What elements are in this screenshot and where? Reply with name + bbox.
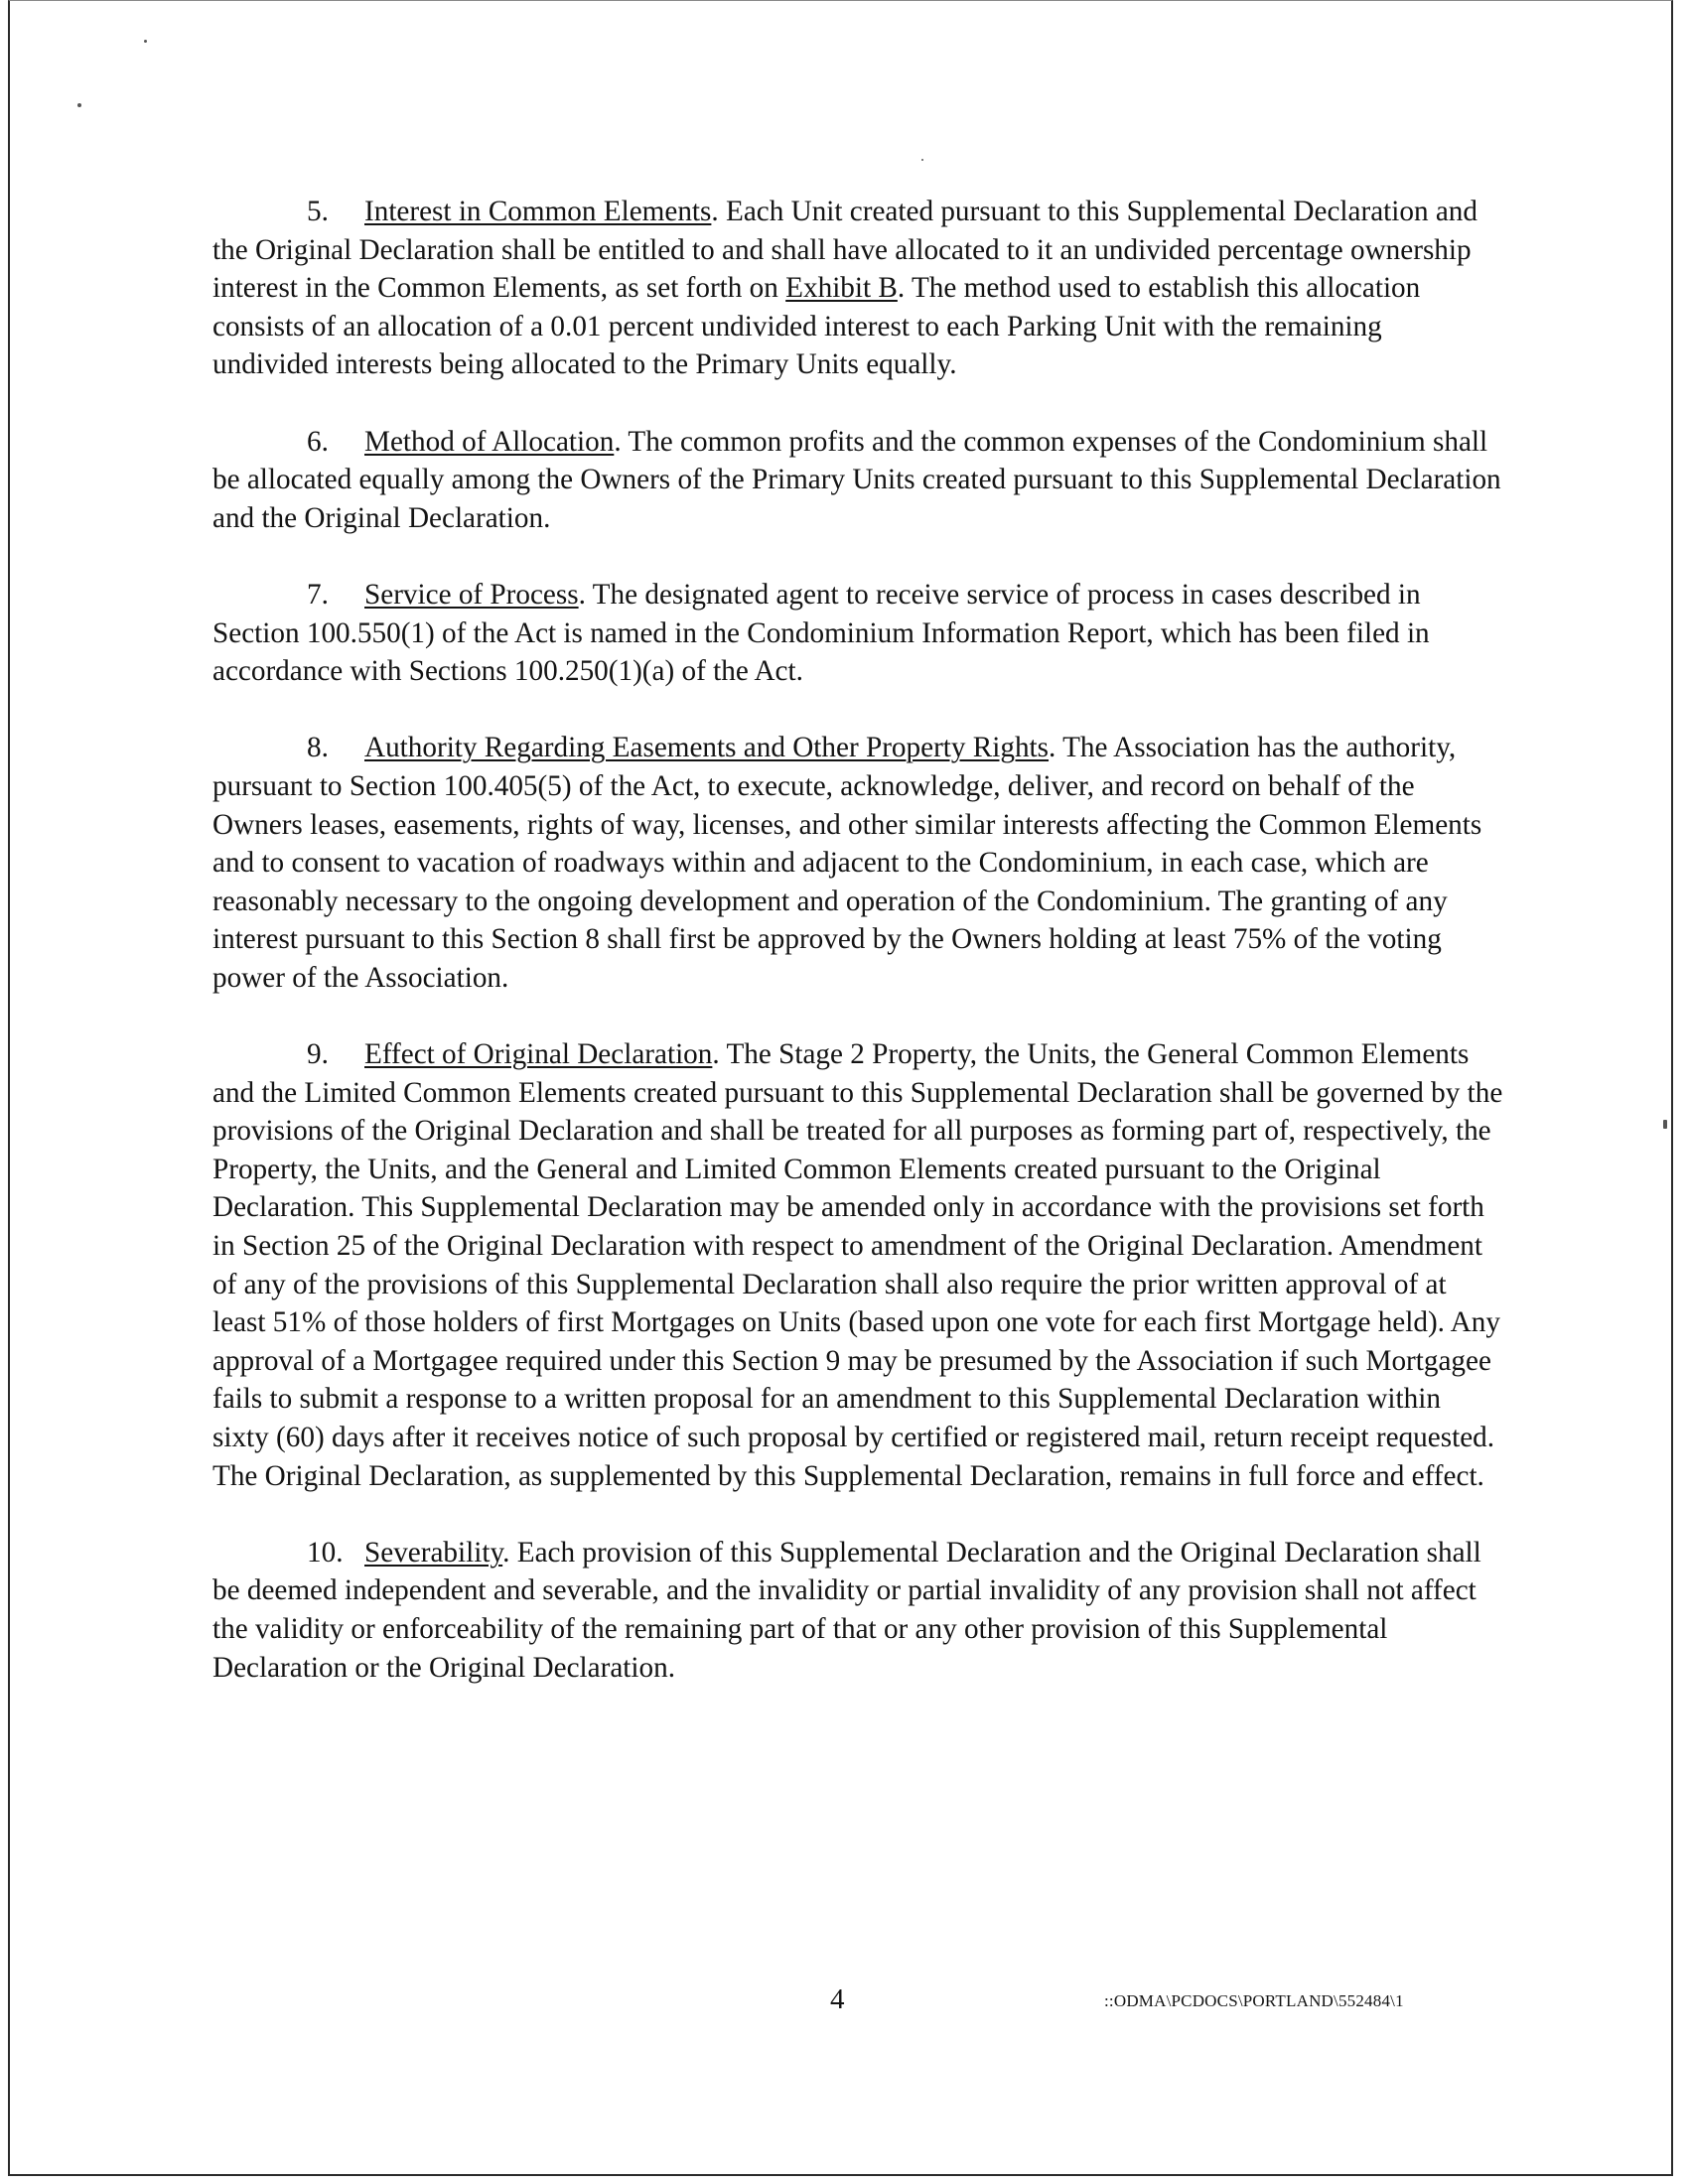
- section-7: [212, 576, 1503, 691]
- exhibit-reference: Exhibit B: [785, 272, 898, 305]
- section-text: . The common profits and the common expenses of the Condominium shall be allocated equally among the Owners of the Primary Units created pursuant to this Supplemental Declaration and the Original Declaration.: [212, 425, 1501, 534]
- section-number: 9.: [307, 1038, 329, 1071]
- section-text: . The Association has the authority, pursuant to Section 100.405(5) of the Act, to execute, acknowledge, deliver, and record on behalf of the Owners leases, easements, rights of way, licenses, and other similar interests affecting the Common Elements and to consent to vacation of roadways within and adjacent to the Condominium, in each case, which are reasonably necessary to the ongoing development and operation of the Condominium. The granting of any interest pursuant to this Section 8 shall first be approved by the Owners holding at least 75% of the voting power of the Association.: [212, 732, 1482, 994]
- section-10: [212, 1534, 1503, 1687]
- section-text: . Each Unit created pursuant to this Supplemental Declaration and the Original Declaration shall be entitled to and shall have allocated to it an undivided percentage ownership interest in the Common Elements, as set forth on: [212, 196, 1477, 305]
- section-8: [212, 729, 1503, 997]
- section-heading: Method of Allocation: [364, 425, 615, 458]
- section-number: 7.: [307, 578, 329, 611]
- scan-speck: [144, 40, 147, 43]
- section-9: [212, 1035, 1503, 1495]
- section-text: . The Stage 2 Property, the Units, the General Common Elements and the Limited Common Elements created pursuant to this Supplemental Declaration shall be governed by the provisions of the Original Declaration and shall be treated for all purposes as forming part of, respectively, the Property, the Units, and the General and Limited Common Elements created pursuant to the Original Declaration. This Supplemental Declaration may be amended only in accordance with the provisions set forth in Section 25 of the Original Declaration with respect to amendment of the Original Declaration. Amendment of any of the provisions of this Supplemental Declaration shall also require the prior written approval of at least 51% of those holders of first Mortgages on Units (based upon one vote for each first Mortgage held). Any approval of a Mortgagee required under this Section 9 may be presumed by the Association if such Mortgagee fails to submit a response to a written proposal for an amendment to this Supplemental Declaration within sixty (60) days after it receives notice of such proposal by certified or registered mail, return receipt requested. The Original Declaration, as supplemented by this Supplemental Declaration, remains in full force and effect.: [212, 1038, 1503, 1492]
- document-id: ::ODMA\PCDOCS\PORTLAND\552484\1: [1104, 1991, 1404, 2010]
- section-heading: Effect of Original Declaration: [364, 1038, 713, 1071]
- scan-speck: [77, 103, 81, 107]
- scan-speck: [921, 159, 923, 161]
- section-heading: Interest in Common Elements: [364, 196, 712, 227]
- section-text-continued: . The method used to establish this allocation consists of an allocation of a 0.01 percent undivided interest to each Parking Unit with the remaining undivided interests being allocated to the Primary Units equally.: [212, 272, 1421, 381]
- scan-speck: [1663, 1120, 1667, 1129]
- section-heading: Severability: [364, 1536, 503, 1569]
- section-number: 6.: [307, 425, 329, 458]
- section-6: [212, 423, 1503, 538]
- section-number: 10.: [307, 1536, 344, 1569]
- section-heading: Authority Regarding Easements and Other Property Rights: [364, 732, 1050, 764]
- section-text: . Each provision of this Supplemental Declaration and the Original Declaration shall be deemed independent and severable, and the invalidity or partial invalidity of any provision shall not affect the validity or enforceability of the remaining part of that or any other provision of this Supplemental Declaration or the Original Declaration.: [212, 1536, 1481, 1684]
- section-heading: Service of Process: [364, 578, 579, 611]
- section-5: [212, 193, 1503, 384]
- section-number: 5.: [307, 196, 329, 227]
- page-number: 4: [830, 1983, 845, 2015]
- section-number: 8.: [307, 732, 329, 764]
- section-text: . The designated agent to receive service of process in cases described in Section 100.550(1) of the Act is named in the Condominium Information Report, which has been filed in accordance with Sections 100.250(1)(a) of the Act.: [212, 578, 1430, 688]
- document-body: [212, 193, 1503, 1725]
